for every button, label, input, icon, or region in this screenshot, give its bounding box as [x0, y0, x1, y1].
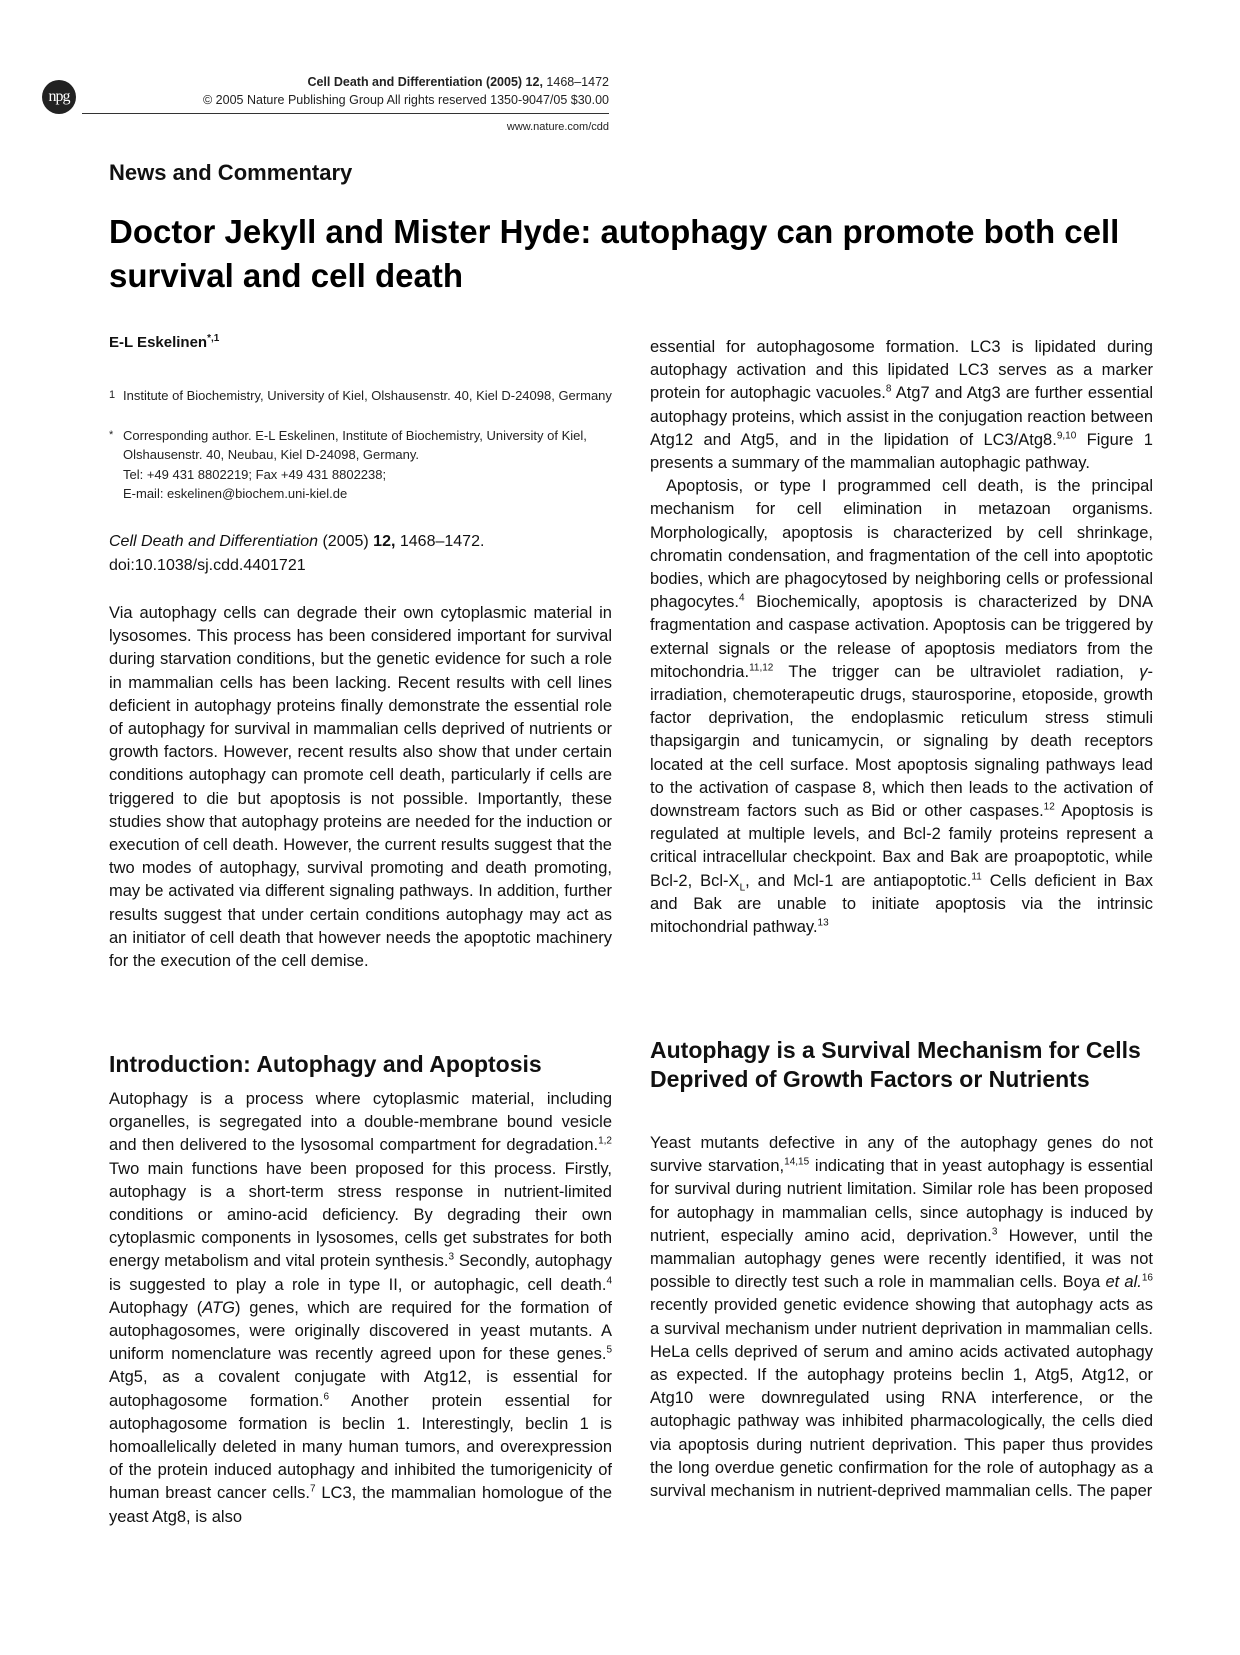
survival-paragraph — [650, 1132, 1153, 1503]
affiliation-corresponding — [109, 426, 614, 464]
ref[interactable]: 14,15 — [784, 1156, 810, 1168]
abstract-text: Via autophagy cells can degrade their own cytoplasmic material in lysosomes. This process has been considered important for survival during starvation conditions, but the genetic evidence for such a role in mammalian cells has been lacking. Recent results with cell lines deficient in autophagy proteins finally demonstrate the essential role of autophagy for survival in mammalian cells deprived of nutrients or growth factors. However, recent results also show that under certain conditions autophagy can promote cell death, particularly if cells are triggered to die but apoptosis is not possible. Importantly, these studies show that autophagy proteins are needed for the induction or execution of cell death. However, the current results suggest that the two modes of autophagy, survival promoting and death promoting, may be activated via different signaling pathways. In addition, further results suggest that under certain conditions autophagy may act as an initiator of cell death that however needs the apoptotic machinery for the execution of the cell demise. — [109, 604, 612, 971]
ref[interactable]: 11 — [971, 871, 982, 883]
section-label: News and Commentary — [109, 160, 353, 185]
citation-journal: Cell Death and Differentiation — [109, 533, 319, 550]
ref[interactable]: 11,12 — [749, 662, 774, 674]
ref[interactable]: 7 — [309, 1483, 316, 1495]
author — [109, 334, 219, 351]
text-run: Another protein essential for autophagosome formation is beclin 1. Interestingly, beclin 1 is homoallelically deleted in many human tumors, and overexpression of the protein induced autophagy and inhibited the tumorigenicity of human breast cancer cells. — [109, 1391, 612, 1503]
text-run: γ — [1139, 662, 1148, 681]
affiliation-text: Institute of Biochemistry, University of Kiel, Olshausenstr. 40, Kiel D-24098, Germany — [123, 388, 612, 403]
ref[interactable]: 8 — [885, 383, 892, 395]
right-paragraph-1 — [650, 336, 1153, 939]
ref[interactable]: 16 — [1141, 1272, 1153, 1284]
text-run: The trigger can be ultraviolet radiation, — [773, 662, 1140, 681]
affiliation-mark: * — [109, 429, 114, 441]
text-run: Autophagy ( — [109, 1298, 203, 1317]
text-run: Apoptosis is regulated at multiple levels, and Bcl-2 family proteins represent a critical intracellular checkpoint. Bax and Bak are proapoptotic, while Bcl-2, Bcl-X — [650, 802, 1153, 890]
intro-paragraph — [109, 1088, 612, 1529]
affiliation-email — [109, 484, 614, 503]
ref[interactable]: 13 — [817, 917, 829, 929]
ref[interactable]: 4 — [606, 1275, 612, 1287]
text-run: Atg5, as a covalent conjugate with Atg12, is essential for autophagosome formation. — [109, 1368, 612, 1410]
citation — [109, 530, 609, 578]
text-run: Two main functions have been proposed for this process. Firstly, autophagy is a short-term stress response in nutrient-limited conditions or amino-acid deficiency. By degrading their own cytoplasmic components in lysosomes, cells get substrates for both energy metabolism and vital protein synthesis. — [109, 1159, 612, 1271]
text-run: indicating that in yeast autophagy is essential for survival during nutrient limitation. Similar role has been proposed for autophagy in mammalian cells, since autophagy is induced by nutrient, especially amino acid, deprivation. — [650, 1157, 1154, 1245]
citation-doi[interactable]: doi:10.1038/sj.cdd.4401721 — [109, 557, 306, 574]
citation-year: (2005) — [322, 533, 369, 550]
text-run: However, until the mammalian autophagy genes were recently identified, it was not possible to directly test such a role in mammalian cells. Boya — [650, 1226, 1153, 1292]
ref[interactable]: 3 — [991, 1226, 998, 1238]
affiliation-text[interactable]: E-mail: eskelinen@biochem.uni-kiel.de — [123, 486, 348, 501]
copyright-line: © 2005 Nature Publishing Group All rights reserved 1350-9047/05 $30.00 — [203, 93, 609, 107]
text-run: Atg7 and Atg3 are further essential autophagy proteins, which assist in the conjugation reaction between Atg12 and Atg5, and in the lipidation of LC3/Atg8. — [650, 384, 1153, 449]
survival-heading: Autophagy is a Survival Mechanism for Cells Deprived of Growth Factors or Nutrients — [650, 1037, 1141, 1092]
abstract — [109, 602, 612, 973]
text-run: Autophagy is a process where cytoplasmic material, including organelles, is segregated into a double-membrane bound vesicle and then delivered to the lysosomal compartment for degradation. — [109, 1090, 612, 1155]
journal-pages: 1468–1472 — [546, 75, 609, 89]
header-rule — [82, 113, 609, 114]
affiliation-text: Corresponding author. E-L Eskelinen, Institute of Biochemistry, University of Kiel, Olshausenstr. 40, Neubau, Kiel D-24098, Germany. — [123, 428, 587, 462]
ref[interactable]: 12 — [1043, 801, 1055, 813]
ref[interactable]: 9,10 — [1056, 430, 1077, 442]
affiliation-1 — [109, 386, 614, 405]
text-run: ) genes, which are required for the formation of autophagosomes, were originally discovered in yeast mutants. A uniform nomenclature was recently agreed upon for these genes. — [109, 1298, 612, 1364]
journal-name: Cell Death and Differentiation (2005) 12, — [307, 75, 543, 89]
ref[interactable]: 3 — [448, 1251, 455, 1263]
text-run: Cells deficient in Bax and Bak are unable to initiate apoptosis via the intrinsic mitochondrial pathway. — [650, 871, 1153, 937]
text-run: -irradiation, chemoterapeutic drugs, staurosporine, etoposide, growth factor deprivation, the endoplasmic reticulum stress stimuli thapsigargin and tunicamycin, or signaling by death receptors located at the cell surface. Most apoptosis signaling pathways lead to the activation of caspase 8, which then leads to the activation of downstream factors such as Bid or other caspases. — [650, 662, 1153, 821]
text-run: Biochemically, apoptosis is characterized by DNA fragmentation and caspase activation. Apoptosis can be triggered by external signals or the release of apoptosis mediators from the mitochondria. — [650, 593, 1153, 681]
text-run: Apoptosis, or type I programmed cell death, is the principal mechanism for cell elimination in metazoan organisms. Morphologically, apoptosis is characterized by cell shrinkage, chromatin condensation, and fragmentation of the cell into apoptotic bodies, which are phagocytosed by neighboring cells or professional phagocytes. — [650, 477, 1153, 612]
text-run: essential for autophagosome formation. LC3 is lipidated during autophagy activation and this lipidated LC3 serves as a marker protein for autophagic vacuoles. — [650, 338, 1153, 403]
article-title: Doctor Jekyll and Mister Hyde: autophagy can promote both cell survival and cell death — [109, 213, 1120, 294]
affiliation-phone — [109, 465, 614, 484]
intro-heading: Introduction: Autophagy and Apoptosis — [109, 1051, 542, 1077]
text-run: LC3, the mammalian homologue of the yeast Atg8, is also — [109, 1484, 612, 1526]
ref[interactable]: 4 — [738, 592, 745, 604]
author-name: E-L Eskelinen — [109, 334, 208, 351]
author-marks: *,1 — [207, 333, 220, 344]
affiliation-mark: 1 — [109, 389, 116, 401]
text-run: recently provided genetic evidence showing that autophagy acts as a survival mechanism under nutrient deprivation in mammalian cells. HeLa cells deprived of serum and amino acids activated autophagy as expected. If the autophagy proteins beclin 1, Atg5, Atg12, or Atg10 were downregulated using RNA interference, or the autophagic pathway was inhibited pharmacologically, the cells died via apoptosis during nutrient deprivation. This paper thus provides the long overdue genetic confirmation for the role of autophagy as a survival mechanism in nutrient-deprived mammalian cells. The paper — [650, 1296, 1153, 1501]
text-run: et al. — [1105, 1273, 1142, 1292]
journal-line — [307, 75, 609, 89]
ref[interactable]: 5 — [606, 1344, 612, 1356]
citation-volume: 12, — [373, 533, 396, 550]
text-run: , and Mcl-1 are antiapoptotic. — [745, 871, 972, 890]
text-run: L — [739, 881, 746, 893]
journal-url[interactable]: www.nature.com/cdd — [506, 121, 609, 133]
text-run: Yeast mutants defective in any of the autophagy genes do not survive starvation, — [650, 1134, 1153, 1176]
affiliation-text: Tel: +49 431 8802219; Fax +49 431 8802238; — [123, 467, 387, 482]
text-run: Figure 1 presents a summary of the mammalian autophagic pathway. — [650, 430, 1153, 473]
npg-logo: npg — [42, 80, 76, 114]
text-run: Secondly, autophagy is suggested to play a role in type II, or autophagic, cell death. — [109, 1252, 612, 1294]
ref[interactable]: 6 — [323, 1391, 330, 1403]
text-run: ATG — [202, 1298, 235, 1317]
citation-pages: 1468–1472. — [399, 533, 485, 550]
ref[interactable]: 1,2 — [598, 1135, 612, 1147]
